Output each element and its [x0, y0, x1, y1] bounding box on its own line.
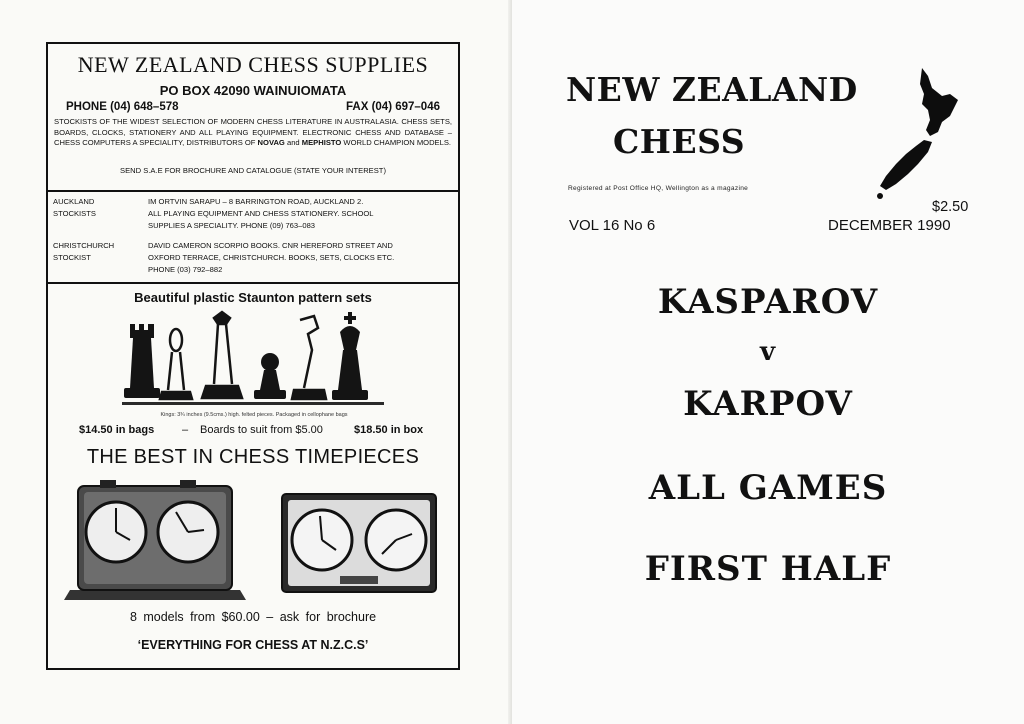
- postal-registration: Registered at Post Office HQ, Wellington as a magazine: [568, 185, 749, 192]
- stockist-line: IM ORTVIN SARAPU – 8 BARRINGTON ROAD, AUCKLAND 2.: [148, 197, 364, 206]
- stockist-line: PHONE (03) 792–882: [148, 265, 223, 274]
- issue-date: DECEMBER 1990: [828, 217, 951, 234]
- headline-versus: v: [759, 337, 777, 367]
- headline-karpov: KARPOV: [683, 384, 853, 424]
- ad-title: NEW ZEALAND CHESS SUPPLIES: [77, 52, 429, 77]
- masthead-line-1: NEW ZEALAND: [566, 70, 858, 109]
- brochure-note: SEND S.A.E FOR BROCHURE AND CATALOGUE (STATE YOUR INTEREST): [120, 166, 386, 175]
- clock-models-note: 8 models from $60.00 – ask for brochure: [129, 610, 377, 624]
- jaguar-chess-clock-icon: [280, 490, 438, 596]
- price-separator: –: [182, 424, 189, 436]
- headline-kasparov: KASPAROV: [657, 282, 879, 322]
- wooden-chess-clock-icon: [64, 478, 246, 604]
- po-box: PO BOX 42090 WAINUIOMATA: [159, 83, 347, 98]
- ad-header-section: [48, 44, 458, 192]
- stockist-label: AUCKLAND: [53, 197, 95, 206]
- stockists-section: [48, 190, 458, 284]
- christchurch-stockist: [48, 240, 458, 280]
- ad-description: [54, 117, 452, 149]
- pawn-piece-icon: [254, 353, 286, 399]
- mephisto-brand: MEPHISTO: [301, 138, 342, 147]
- stockist-line: DAVID CAMERON SCORPIO BOOKS. CNR HEREFORD STREET AND: [148, 241, 393, 250]
- chess-pieces-illustration: [118, 310, 388, 410]
- pieces-caption: Kings: 3¾ inches (9.5cms.) high. felted pieces. Packaged in cellophane bags: [160, 412, 348, 418]
- ad-slogan: ‘EVERYTHING FOR CHESS AT N.Z.C.S’: [137, 638, 369, 652]
- description-end: WORLD CHAMPION MODELS.: [343, 138, 452, 147]
- headline-all-games: ALL GAMES: [648, 468, 888, 508]
- auckland-stockist: [48, 196, 458, 236]
- stockist-label: STOCKIST: [53, 253, 91, 262]
- masthead-line-2: CHESS: [613, 122, 746, 161]
- staunton-heading: Beautiful plastic Staunton pattern sets: [134, 290, 372, 305]
- price-in-bags: $14.50 in bags: [79, 424, 155, 436]
- cover-price: $2.50: [932, 199, 969, 215]
- price-in-box: $18.50 in box: [354, 424, 424, 436]
- chess-supplies-advertisement: [46, 42, 460, 670]
- volume-number: VOL 16 No 6: [569, 217, 656, 234]
- stockist-label: CHRISTCHURCH: [53, 241, 115, 250]
- queen-piece-icon: [202, 312, 242, 398]
- front-cover-page: [512, 0, 1024, 724]
- fax-number: FAX (04) 697–046: [346, 101, 440, 113]
- products-section: [48, 282, 458, 668]
- description-and: and: [286, 138, 300, 147]
- bishop-piece-icon: [160, 329, 192, 399]
- knight-piece-icon: [292, 316, 326, 399]
- stockist-line: SUPPLIES A SPECIALITY. PHONE (09) 763–083: [148, 221, 316, 230]
- description-text: STOCKISTS OF THE WIDEST SELECTION OF MODERN CHESS LITERATURE IN AUSTRALASIA. CHESS SETS, BOARDS, CLOCKS, STATIONERY AND ALL PLAYING EQUIPMENT. ELECTRONIC CHESS AND DATABASE – CHESS COMPUTERS A SPECIALITY, DISTRIBUTORS OF: [54, 117, 452, 147]
- phone-number: PHONE (04) 648–578: [66, 101, 179, 113]
- timepieces-heading: THE BEST IN CHESS TIMEPIECES: [86, 446, 420, 468]
- king-piece-icon: [332, 312, 368, 400]
- stockist-line: ALL PLAYING EQUIPMENT AND CHESS STATIONERY. SCHOOL: [148, 209, 374, 218]
- novag-brand: NOVAG: [257, 138, 285, 147]
- rook-piece-icon: [124, 324, 160, 398]
- stockist-label: STOCKISTS: [53, 209, 96, 218]
- stockist-line: OXFORD TERRACE, CHRISTCHURCH. BOOKS, SETS, CLOCKS ETC.: [148, 253, 395, 262]
- boards-price: Boards to suit from $5.00: [200, 424, 323, 436]
- new-zealand-map-icon: [872, 60, 972, 200]
- headline-first-half: FIRST HALF: [644, 549, 892, 589]
